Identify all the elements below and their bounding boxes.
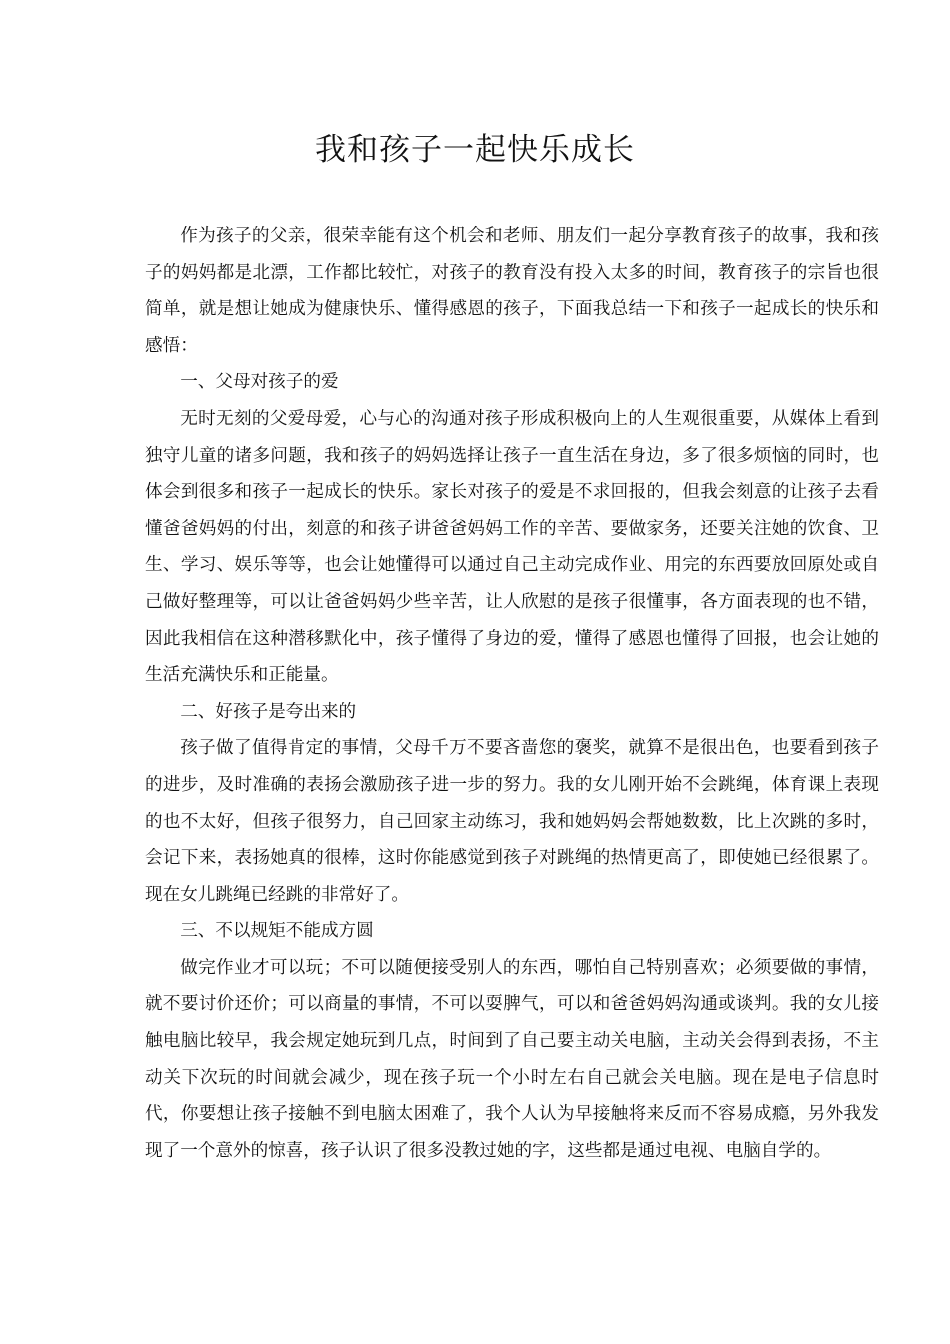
section-body-praise: 孩子做了值得肯定的事情，父母千万不要吝啬您的褒奖，就算不是很出色，也要看到孩子的进步，及时准确的表扬会激励孩子进一步的努力。我的女儿刚开始不会跳绳，体育课上表现的也不太好，但孩子很努力，自己回家主动练习，我和她妈妈会帮她数数，比上次跳的多时，会记下来，表扬她真的很棒，这时你能感觉到孩子对跳绳的热情更高了，即使她已经很累了。现在女儿跳绳已经跳的非常好了。 [145,738,879,905]
section-body-parental-love: 无时无刻的父爱母爱，心与心的沟通对孩子形成积极向上的人生观很重要，从媒体上看到独守儿童的诸多问题，我和孩子的妈妈选择让孩子一直生活在身边，多了很多烦恼的同时，也体会到很多和孩子一起成长的快乐。家长对孩子的爱是不求回报的，但我会刻意的让孩子去看懂爸爸妈妈的付出，刻意的和孩子讲爸爸妈妈工作的辛苦、要做家务，还要关注她的饮食、卫生、学习、娱乐等等，也会让她懂得可以通过自己主动完成作业、用完的东西要放回原处或自己做好整理等，可以让爸爸妈妈少些辛苦，让人欣慰的是孩子很懂事，各方面表现的也不错，因此我相信在这种潜移默化中，孩子懂得了身边的爱，懂得了感恩也懂得了回报，也会让她的生活充满快乐和正能量。 [145,408,879,686]
section-heading-parental-love: 一、父母对孩子的爱 [180,372,339,393]
section-heading-praise: 二、好孩子是夸出来的 [180,701,357,722]
section-heading-rules: 三、不以规矩不能成方圆 [180,921,374,942]
document-body [145,218,879,1169]
document-title: 我和孩子一起快乐成长 [315,132,635,168]
intro-paragraph: 作为孩子的父亲，很荣幸能有这个机会和老师、朋友们一起分享教育孩子的故事，我和孩子的妈妈都是北漂，工作都比较忙，对孩子的教育没有投入太多的时间，教育孩子的宗旨也很简单，就是想让她成为健康快乐、懂得感恩的孩子，下面我总结一下和孩子一起成长的快乐和感悟： [145,226,879,356]
section-body-rules: 做完作业才可以玩；不可以随便接受别人的东西，哪怕自己特别喜欢；必须要做的事情，就不要讨价还价；可以商量的事情，不可以耍脾气，可以和爸爸妈妈沟通或谈判。我的女儿接触电脑比较早，我会规定她玩到几点，时间到了自己要主动关电脑，主动关会得到表扬，不主动关下次玩的时间就会减少，现在孩子玩一个小时左右自己就会关电脑。现在是电子信息时代，你要想让孩子接触不到电脑太困难了，我个人认为早接触将来反而不容易成瘾，另外我发现了一个意外的惊喜，孩子认识了很多没教过她的字，这些都是通过电视、电脑自学的。 [145,957,879,1161]
